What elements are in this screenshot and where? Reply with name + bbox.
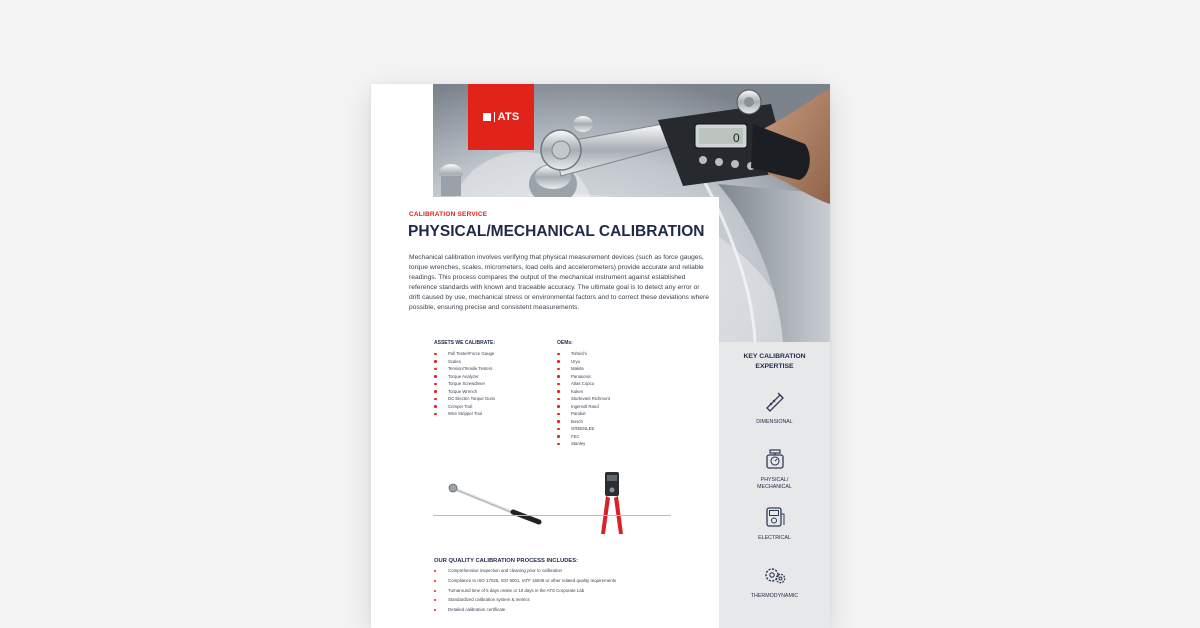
intro-paragraph: Mechanical calibration involves verifying that physical measurement devices (such as force gauges, torque wrenches, scales, micrometers, load cells and accelerometers) provide accurate and reliable readings. This process compares the output of the mechanical instrument against established reference standards with known and traceable accuracy. The ultimate goal is to detect any error or drift caused by use, mechanical stress or environmental factors and to correct these deviations where possible, ensuring precise and consistent measurements.	[409, 254, 709, 311]
wrench-display-reading: 0	[733, 131, 740, 145]
eyebrow-label: CALIBRATION SERVICE	[409, 211, 488, 218]
asset-list-item: Torque Wrench	[434, 388, 495, 396]
assets-heading: ASSETS WE CALIBRATE:	[434, 340, 496, 346]
asset-list-item: Wire Stripper Tool	[434, 410, 495, 418]
process-list-item: Turnaround time of 5 days onsite or 10 days in the ATS Corporate Lab	[434, 588, 654, 593]
logo-divider	[494, 112, 495, 122]
oem-list-item: Uryu	[557, 358, 610, 366]
expertise-physical-mechanical	[719, 448, 830, 491]
oem-list-item: Panasonic	[557, 373, 610, 381]
expertise-electrical	[719, 506, 830, 542]
asset-list-item: DC Electric Torque Guns	[434, 395, 495, 403]
expertise-dimensional	[719, 390, 830, 426]
multimeter-icon	[764, 506, 786, 528]
asset-list-item: Torque Analyzer	[434, 373, 495, 381]
datasheet-document	[371, 84, 830, 628]
expertise-thermodynamic	[719, 564, 830, 600]
oem-list-item: Panduit	[557, 410, 610, 418]
asset-list-item: Pull Tester/Force Gauge	[434, 350, 495, 358]
oems-list	[557, 350, 610, 448]
oem-list-item: FEC	[557, 433, 610, 441]
expertise-label-electrical: ELECTRICAL	[758, 535, 791, 541]
gears-icon	[763, 564, 787, 586]
expertise-label-thermodynamic: THERMODYNAMIC	[750, 593, 799, 599]
logo-text: ATS	[497, 111, 520, 123]
oem-list-item: Tohnichi	[557, 350, 610, 358]
logo-square-icon	[483, 113, 491, 121]
oem-list-item: GREENLEE	[557, 425, 610, 433]
expertise-label-physical-mechanical	[719, 477, 830, 491]
oem-list-item: Stanley	[557, 440, 610, 448]
oem-list-item: Ingersoll Rand	[557, 403, 610, 411]
process-heading: OUR QUALITY CALIBRATION PROCESS INCLUDES:	[434, 558, 579, 564]
asset-list-item: Tension/Tensile Testers	[434, 365, 495, 373]
process-list	[434, 568, 654, 617]
expertise-label-mechanical: MECHANICAL	[757, 484, 792, 490]
oems-heading: OEMs:	[557, 340, 573, 346]
expertise-label-physical: PHYSICAL/	[760, 477, 789, 483]
oem-list-item: Bosch	[557, 418, 610, 426]
sidebar-heading-line2: EXPERTISE	[755, 362, 794, 370]
torque-wrench-image	[447, 480, 545, 528]
oem-list-item: Sturtevant Richmont	[557, 395, 610, 403]
page-title: PHYSICAL/MECHANICAL CALIBRATION	[408, 223, 705, 240]
asset-list-item: Crimper Tool	[434, 403, 495, 411]
caliper-icon	[764, 390, 786, 412]
sidebar-heading	[719, 352, 830, 371]
ats-logo	[468, 84, 534, 150]
expertise-label-dimensional: DIMENSIONAL	[756, 419, 793, 425]
process-list-item: Compliance to ISO 17025, ISO 9001, IATF 16949 or other related quality requirements	[434, 578, 654, 583]
key-expertise-sidebar	[719, 342, 830, 628]
crimper-tool-image	[597, 470, 627, 536]
section-divider	[433, 515, 671, 516]
sidebar-heading-line1: KEY CALIBRATION	[743, 353, 806, 360]
asset-list-item: Torque Screwdriver	[434, 380, 495, 388]
process-list-item: Detailed calibration certificate	[434, 607, 654, 612]
process-list-item: Comprehensive inspection and cleaning prior to calibration	[434, 568, 654, 573]
scale-icon	[764, 448, 786, 470]
oem-list-item: Kuken	[557, 388, 610, 396]
oem-list-item: Atlas Copco	[557, 380, 610, 388]
assets-list	[434, 350, 495, 418]
oem-list-item: Makita	[557, 365, 610, 373]
process-list-item: Standardized calibration system & metrics	[434, 597, 654, 602]
asset-list-item: Scales	[434, 358, 495, 366]
